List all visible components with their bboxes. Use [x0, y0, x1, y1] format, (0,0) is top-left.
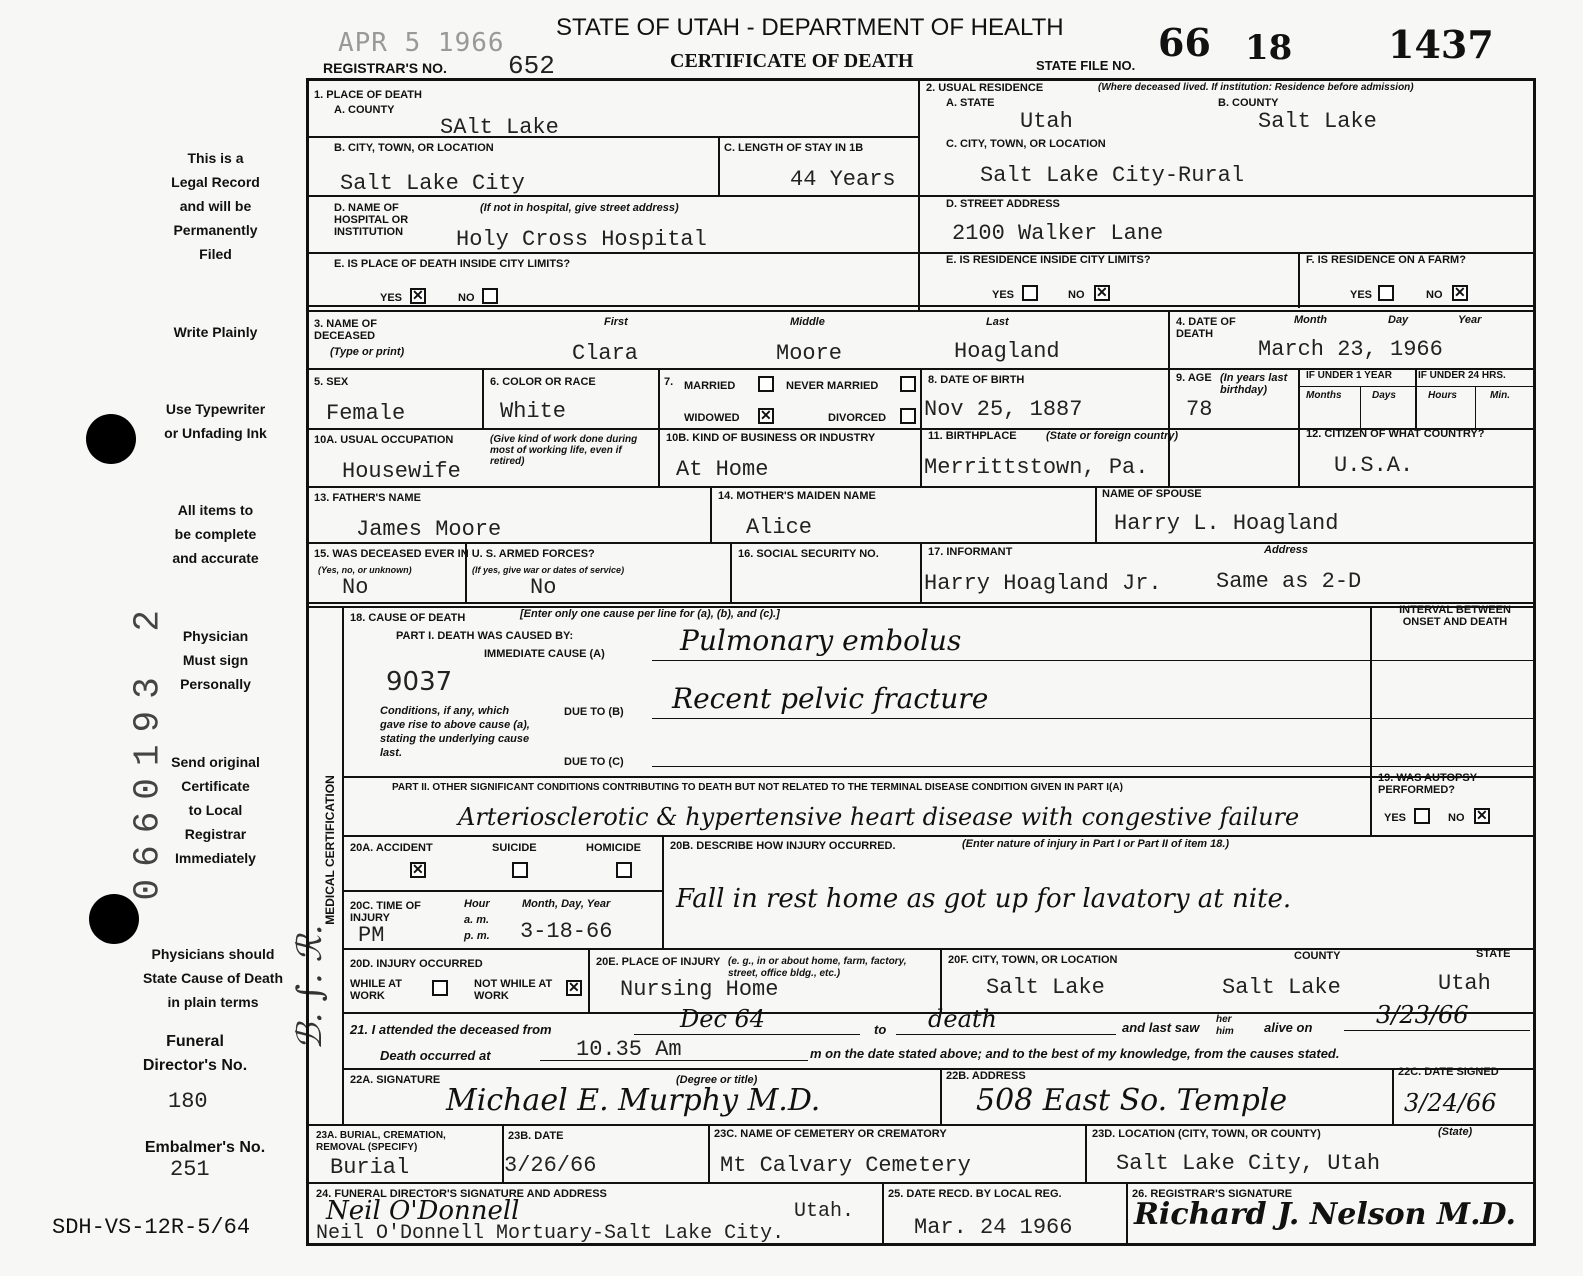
suicide-label: SUICIDE [492, 842, 537, 854]
time-of-injury-value: PM [358, 923, 385, 948]
year-label: Year [1458, 314, 1482, 326]
attended-label: 21. I attended the deceased from [350, 1022, 552, 1037]
father-label: 13. FATHER'S NAME [314, 492, 421, 504]
armed-forces-value: No [342, 575, 369, 600]
date-of-birth-label: 8. DATE OF BIRTH [928, 374, 1025, 386]
date-received-label: 25. DATE RECD. BY LOCAL REG. [888, 1188, 1062, 1200]
yes-label: YES [992, 289, 1015, 301]
under-1-year-label: IF UNDER 1 YEAR [1306, 370, 1392, 381]
death-statement-label: m on the date stated above; and to the best of my knowledge, from the causes stated. [810, 1046, 1340, 1061]
conditions-note: Conditions, if any, which gave rise to above cause (a), stating the underlying cause last. [380, 705, 530, 759]
due-to-c-label: DUE TO (C) [564, 756, 624, 768]
res-city-value: Salt Lake City-Rural [980, 163, 1245, 188]
occupation-note: (Give kind of work done during most of working life, even if retired) [490, 434, 638, 467]
date-received-value: Mar. 24 1966 [914, 1215, 1073, 1240]
res-state-value: Utah [1020, 109, 1073, 134]
divorced-checkbox[interactable] [900, 408, 916, 424]
citizen-label: 12. CITIZEN OF WHAT COUNTRY? [1306, 428, 1485, 440]
physician-sign-note: Physician Must sign Personally [180, 628, 251, 692]
farm-no-checkbox[interactable] [1452, 285, 1468, 301]
legal-record-note: This is a Legal Record and will be Permanently Filed [171, 150, 260, 262]
homicide-checkbox[interactable] [616, 862, 632, 878]
pm-label: p. m. [464, 930, 490, 942]
age-value: 78 [1186, 397, 1213, 422]
last-label: Last [986, 316, 1009, 328]
middle-name-value: Moore [776, 341, 843, 366]
cause-of-death-label: 18. CAUSE OF DEATH [350, 612, 466, 624]
state-cause-note: Physicians should State Cause of Death in plain terms [142, 946, 284, 1010]
county-label: A. COUNTY [334, 104, 395, 116]
no-label: NO [1068, 289, 1085, 301]
month-label: Month [1294, 314, 1327, 326]
immediate-cause-label: IMMEDIATE CAUSE (A) [484, 648, 605, 660]
date-of-death-label: 4. DATE OF DEATH [1176, 316, 1236, 340]
business-value: At Home [676, 457, 769, 482]
last-seen-value: 3/23/66 [1376, 1001, 1469, 1029]
punch-hole-bottom [89, 894, 139, 944]
due-to-b-label: DUE TO (B) [564, 706, 624, 718]
divorced-label: DIVORCED [828, 412, 887, 424]
street-value: 2100 Walker Lane [952, 221, 1164, 246]
res-county-label: B. COUNTY [1218, 97, 1279, 109]
certificate-title: CERTIFICATE OF DEATH [670, 50, 914, 72]
accident-label: 20A. ACCIDENT [350, 842, 433, 854]
yes-label: YES [380, 292, 403, 304]
injury-county-label: COUNTY [1294, 950, 1341, 962]
interval-label: INTERVAL BETWEEN ONSET AND DEATH [1399, 604, 1511, 628]
cemetery-label: 23C. NAME OF CEMETERY OR CREMATORY [714, 1128, 947, 1140]
length-of-stay-label: C. LENGTH OF STAY IN 1B [724, 142, 864, 154]
send-original-note: Send original Certificate to Local Registrar Immediately [171, 754, 260, 866]
am-label: a. m. [464, 914, 490, 926]
cemetery-value: Mt Calvary Cemetery [720, 1153, 971, 1178]
res-inside-city-no-checkbox[interactable] [1094, 285, 1110, 301]
birthplace-value: Merrittstown, Pa. [924, 455, 1149, 480]
autopsy-yes-checkbox[interactable] [1414, 808, 1430, 824]
under-24-hrs-label: IF UNDER 24 HRS. [1418, 370, 1506, 381]
date-of-death-value: March 23, 1966 [1258, 337, 1443, 362]
funeral-director-address: Neil O'Donnell Mortuary-Salt Lake City. [316, 1222, 785, 1245]
married-label: MARRIED [684, 380, 736, 392]
margin-signature: ℬ. ∫. ℛ. [290, 924, 330, 1050]
place-of-injury-note: (e. g., in or about home, farm, factory, street, office bldg., etc.) [728, 956, 907, 979]
married-checkbox[interactable] [758, 376, 774, 392]
death-inside-city-yes-checkbox[interactable] [410, 288, 426, 304]
accident-checkbox[interactable] [410, 862, 426, 878]
farm-label: F. IS RESIDENCE ON A FARM? [1306, 254, 1466, 266]
yes-label: YES [1350, 289, 1373, 301]
no-label: NO [1448, 812, 1465, 824]
injury-city-label: 20F. CITY, TOWN, OR LOCATION [948, 954, 1118, 966]
day-label: Day [1388, 314, 1409, 326]
embalmer-no: 251 [170, 1157, 210, 1182]
street-label: D. STREET ADDRESS [946, 198, 1060, 210]
not-while-at-work-label: NOT WHILE AT WORK [474, 978, 553, 1002]
to-label: to [874, 1022, 887, 1037]
name-of-deceased-label: 3. NAME OF DECEASED [314, 318, 377, 342]
degree-label: (Degree or title) [676, 1074, 758, 1086]
complete-note: All items to be complete and accurate [172, 502, 259, 566]
autopsy-no-checkbox[interactable] [1474, 808, 1490, 824]
city-value: Salt Lake City [340, 171, 525, 196]
race-value: White [500, 399, 567, 424]
funeral-director-no-label: Funeral Director's No. [142, 1033, 248, 1074]
race-label: 6. COLOR OR RACE [490, 376, 596, 388]
middle-label: Middle [790, 316, 825, 328]
burial-value: Burial [330, 1155, 410, 1180]
state-title: STATE OF UTAH - DEPARTMENT OF HEALTH [556, 14, 1064, 41]
vertical-serial: 0660193 2 [127, 598, 169, 901]
physician-address-label: 22B. ADDRESS [946, 1070, 1026, 1082]
physician-address-value: 508 East So. Temple [976, 1083, 1288, 1118]
res-city-label: C. CITY, TOWN, OR LOCATION [946, 138, 1106, 150]
min-label: Min. [1490, 390, 1510, 401]
part2-label: PART II. OTHER SIGNIFICANT CONDITIONS CONTRIBUTING TO DEATH BUT NOT RELATED TO THE TERMINAL DISEASE CONDITION GIVEN IN PART I(A) [392, 782, 1123, 793]
date-of-birth-value: Nov 25, 1887 [924, 397, 1083, 422]
never-married-checkbox[interactable] [900, 376, 916, 392]
first-label: First [604, 316, 628, 328]
state-file-no-label: STATE FILE NO. [1036, 58, 1136, 73]
hospital-value: Holy Cross Hospital [456, 227, 707, 252]
date-signed-value: 3/24/66 [1404, 1089, 1497, 1117]
received-stamp: APR 5 1966 [338, 28, 505, 58]
autopsy-label: 19. WAS AUTOPSY PERFORMED? [1378, 772, 1477, 796]
state-note-label: (State) [1438, 1126, 1473, 1138]
embalmer-no-label: Embalmer's No. [144, 1139, 266, 1156]
place-of-injury-value: Nursing Home [620, 977, 779, 1002]
part1-label: PART I. DEATH WAS CAUSED BY: [396, 630, 574, 642]
last-saw-label: and last saw [1122, 1020, 1200, 1035]
days-label: Days [1372, 390, 1396, 401]
cause-note: [Enter only one cause per line for (a), (b), and (c).] [520, 608, 780, 620]
state-file-number: 1437 [1388, 22, 1494, 67]
informant-label: 17. INFORMANT [928, 546, 1013, 558]
physician-signature: Michael E. Murphy M.D. [446, 1083, 821, 1118]
form-code: SDH-VS-12R-5/64 [52, 1215, 251, 1240]
attended-to-value: death [928, 1005, 997, 1033]
write-plainly-note: Write Plainly [173, 324, 258, 340]
spouse-label: NAME OF SPOUSE [1102, 488, 1202, 500]
length-of-stay-value: 44 Years [790, 167, 896, 192]
informant-address-value: Same as 2-D [1216, 569, 1362, 594]
spouse-value: Harry L. Hoagland [1114, 511, 1339, 536]
funeral-director-no: 180 [168, 1089, 208, 1114]
registrar-signature-label: 26. REGISTRAR'S SIGNATURE [1132, 1188, 1293, 1200]
immediate-cause-value: Pulmonary embolus [680, 624, 962, 657]
death-occurred-label: Death occurred at [380, 1048, 491, 1063]
cemetery-location-value: Salt Lake City, Utah [1116, 1151, 1381, 1176]
her-him-label: her him [1216, 1014, 1234, 1037]
war-value: No [530, 575, 557, 600]
hours-label: Hours [1428, 390, 1457, 401]
cemetery-location-label: 23D. LOCATION (CITY, TOWN, OR COUNTY) [1092, 1128, 1321, 1140]
widowed-label: WIDOWED [684, 412, 740, 424]
while-at-work-label: WHILE AT WORK [350, 978, 402, 1002]
typewriter-note: Use Typewriter or Unfading Ink [164, 401, 267, 441]
armed-forces-label: 15. WAS DECEASED EVER IN U. S. ARMED FORCES? [314, 548, 595, 560]
mother-label: 14. MOTHER'S MAIDEN NAME [718, 490, 876, 502]
occupation-label: 10A. USUAL OCCUPATION [314, 434, 454, 446]
cause-code: 9037 [386, 667, 453, 697]
sex-value: Female [326, 401, 406, 426]
burial-date-label: 23B. DATE [508, 1130, 564, 1142]
occupation-value: Housewife [342, 459, 461, 484]
never-married-label: NEVER MARRIED [786, 380, 879, 392]
res-inside-city-yes-checkbox[interactable] [1022, 285, 1038, 301]
res-state-label: A. STATE [946, 97, 995, 109]
ssn-label: 16. SOCIAL SECURITY NO. [738, 548, 879, 560]
registrar-no: 652 [508, 51, 555, 81]
yes-label: YES [1384, 812, 1407, 824]
business-label: 10B. KIND OF BUSINESS OR INDUSTRY [666, 432, 876, 444]
res-inside-city-label: E. IS RESIDENCE INSIDE CITY LIMITS? [946, 254, 1151, 266]
residence-note: (Where deceased lived. If institution: Residence before admission) [1098, 82, 1414, 93]
burial-date-value: 3/26/66 [504, 1153, 597, 1178]
inside-city-limits-label: E. IS PLACE OF DEATH INSIDE CITY LIMITS? [334, 258, 571, 270]
war-dates-note: (If yes, give war or dates of service) [472, 565, 625, 575]
armed-forces-note: (Yes, no, or unknown) [318, 565, 412, 575]
burial-label: 23A. BURIAL, CREMATION, REMOVAL (SPECIFY) [316, 1130, 446, 1153]
month-day-year-label: Month, Day, Year [522, 898, 611, 910]
informant-address-label: Address [1264, 544, 1309, 556]
place-of-injury-label: 20E. PLACE OF INJURY [596, 956, 721, 968]
sex-label: 5. SEX [314, 376, 349, 388]
part2-value: Arteriosclerotic & hypertensive heart disease with congestive failure [458, 803, 1300, 831]
death-time-value: 10.35 Am [576, 1037, 682, 1062]
funeral-director-signature: Neil O'Donnell [326, 1196, 520, 1226]
age-label: 9. AGE [1176, 372, 1212, 384]
father-value: James Moore [356, 517, 502, 542]
injury-description-value: Fall in rest home as got up for lavatory at nite. [676, 884, 1292, 914]
state-file-district: 18 [1245, 28, 1293, 68]
homicide-label: HOMICIDE [586, 842, 641, 854]
hospital-label: D. NAME OF HOSPITAL OR INSTITUTION [334, 202, 409, 238]
hour-label: Hour [464, 898, 490, 910]
citizen-value: U.S.A. [1334, 453, 1414, 478]
county-value: SAlt Lake [440, 115, 559, 140]
residence-label: 2. USUAL RESIDENCE [926, 82, 1044, 94]
alive-on-label: alive on [1264, 1020, 1313, 1035]
due-to-b-value: Recent pelvic fracture [672, 682, 989, 715]
farm-yes-checkbox[interactable] [1378, 285, 1394, 301]
not-while-at-work-checkbox[interactable] [566, 980, 582, 996]
marital-label: 7. [664, 376, 674, 388]
death-inside-city-no-checkbox[interactable] [482, 288, 498, 304]
hospital-note: (If not in hospital, give street address) [480, 202, 679, 214]
no-label: NO [458, 292, 475, 304]
city-label: B. CITY, TOWN, OR LOCATION [334, 142, 494, 154]
suicide-checkbox[interactable] [512, 862, 528, 878]
injury-city-value: Salt Lake [986, 975, 1105, 1000]
birthplace-label: 11. BIRTHPLACE [928, 430, 1017, 442]
no-label: NO [1426, 289, 1443, 301]
last-name-value: Hoagland [954, 339, 1060, 364]
funeral-director-label: 24. FUNERAL DIRECTOR'S SIGNATURE AND ADDRESS [316, 1188, 607, 1200]
mother-value: Alice [746, 515, 813, 540]
injury-how-note: (Enter nature of injury in Part I or Part II of item 18.) [962, 838, 1230, 850]
first-name-value: Clara [572, 341, 639, 366]
registrar-no-label: REGISTRAR'S NO. [323, 60, 447, 76]
injury-county-value: Salt Lake [1222, 975, 1341, 1000]
injury-how-label: 20B. DESCRIBE HOW INJURY OCCURRED. [670, 840, 896, 852]
medical-certification-tab: MEDICAL CERTIFICATION [323, 775, 337, 925]
injury-date-value: 3-18-66 [520, 919, 613, 944]
funeral-director-state: Utah. [794, 1200, 855, 1223]
time-of-injury-label: 20C. TIME OF INJURY [350, 900, 421, 924]
while-at-work-checkbox[interactable] [432, 980, 448, 996]
informant-value: Harry Hoagland Jr. [924, 571, 1162, 596]
months-label: Months [1306, 390, 1342, 401]
registrar-signature: Richard J. Nelson M.D. [1134, 1197, 1516, 1232]
widowed-checkbox[interactable] [758, 408, 774, 424]
state-file-year: 66 [1158, 20, 1211, 65]
attended-from-value: Dec 64 [680, 1005, 766, 1033]
injury-occurred-label: 20D. INJURY OCCURRED [350, 958, 483, 970]
age-note: (In years last birthday) [1220, 372, 1288, 396]
injury-state-value: Utah [1438, 971, 1491, 996]
date-signed-label: 22C. DATE SIGNED [1398, 1066, 1499, 1078]
type-or-print-note: (Type or print) [330, 346, 405, 358]
injury-state-label: STATE [1476, 948, 1511, 960]
place-of-death-label: 1. PLACE OF DEATH [314, 89, 422, 101]
res-county-value: Salt Lake [1258, 109, 1377, 134]
signature-label: 22A. SIGNATURE [350, 1074, 441, 1086]
birthplace-note: (State or foreign country) [1046, 430, 1179, 442]
